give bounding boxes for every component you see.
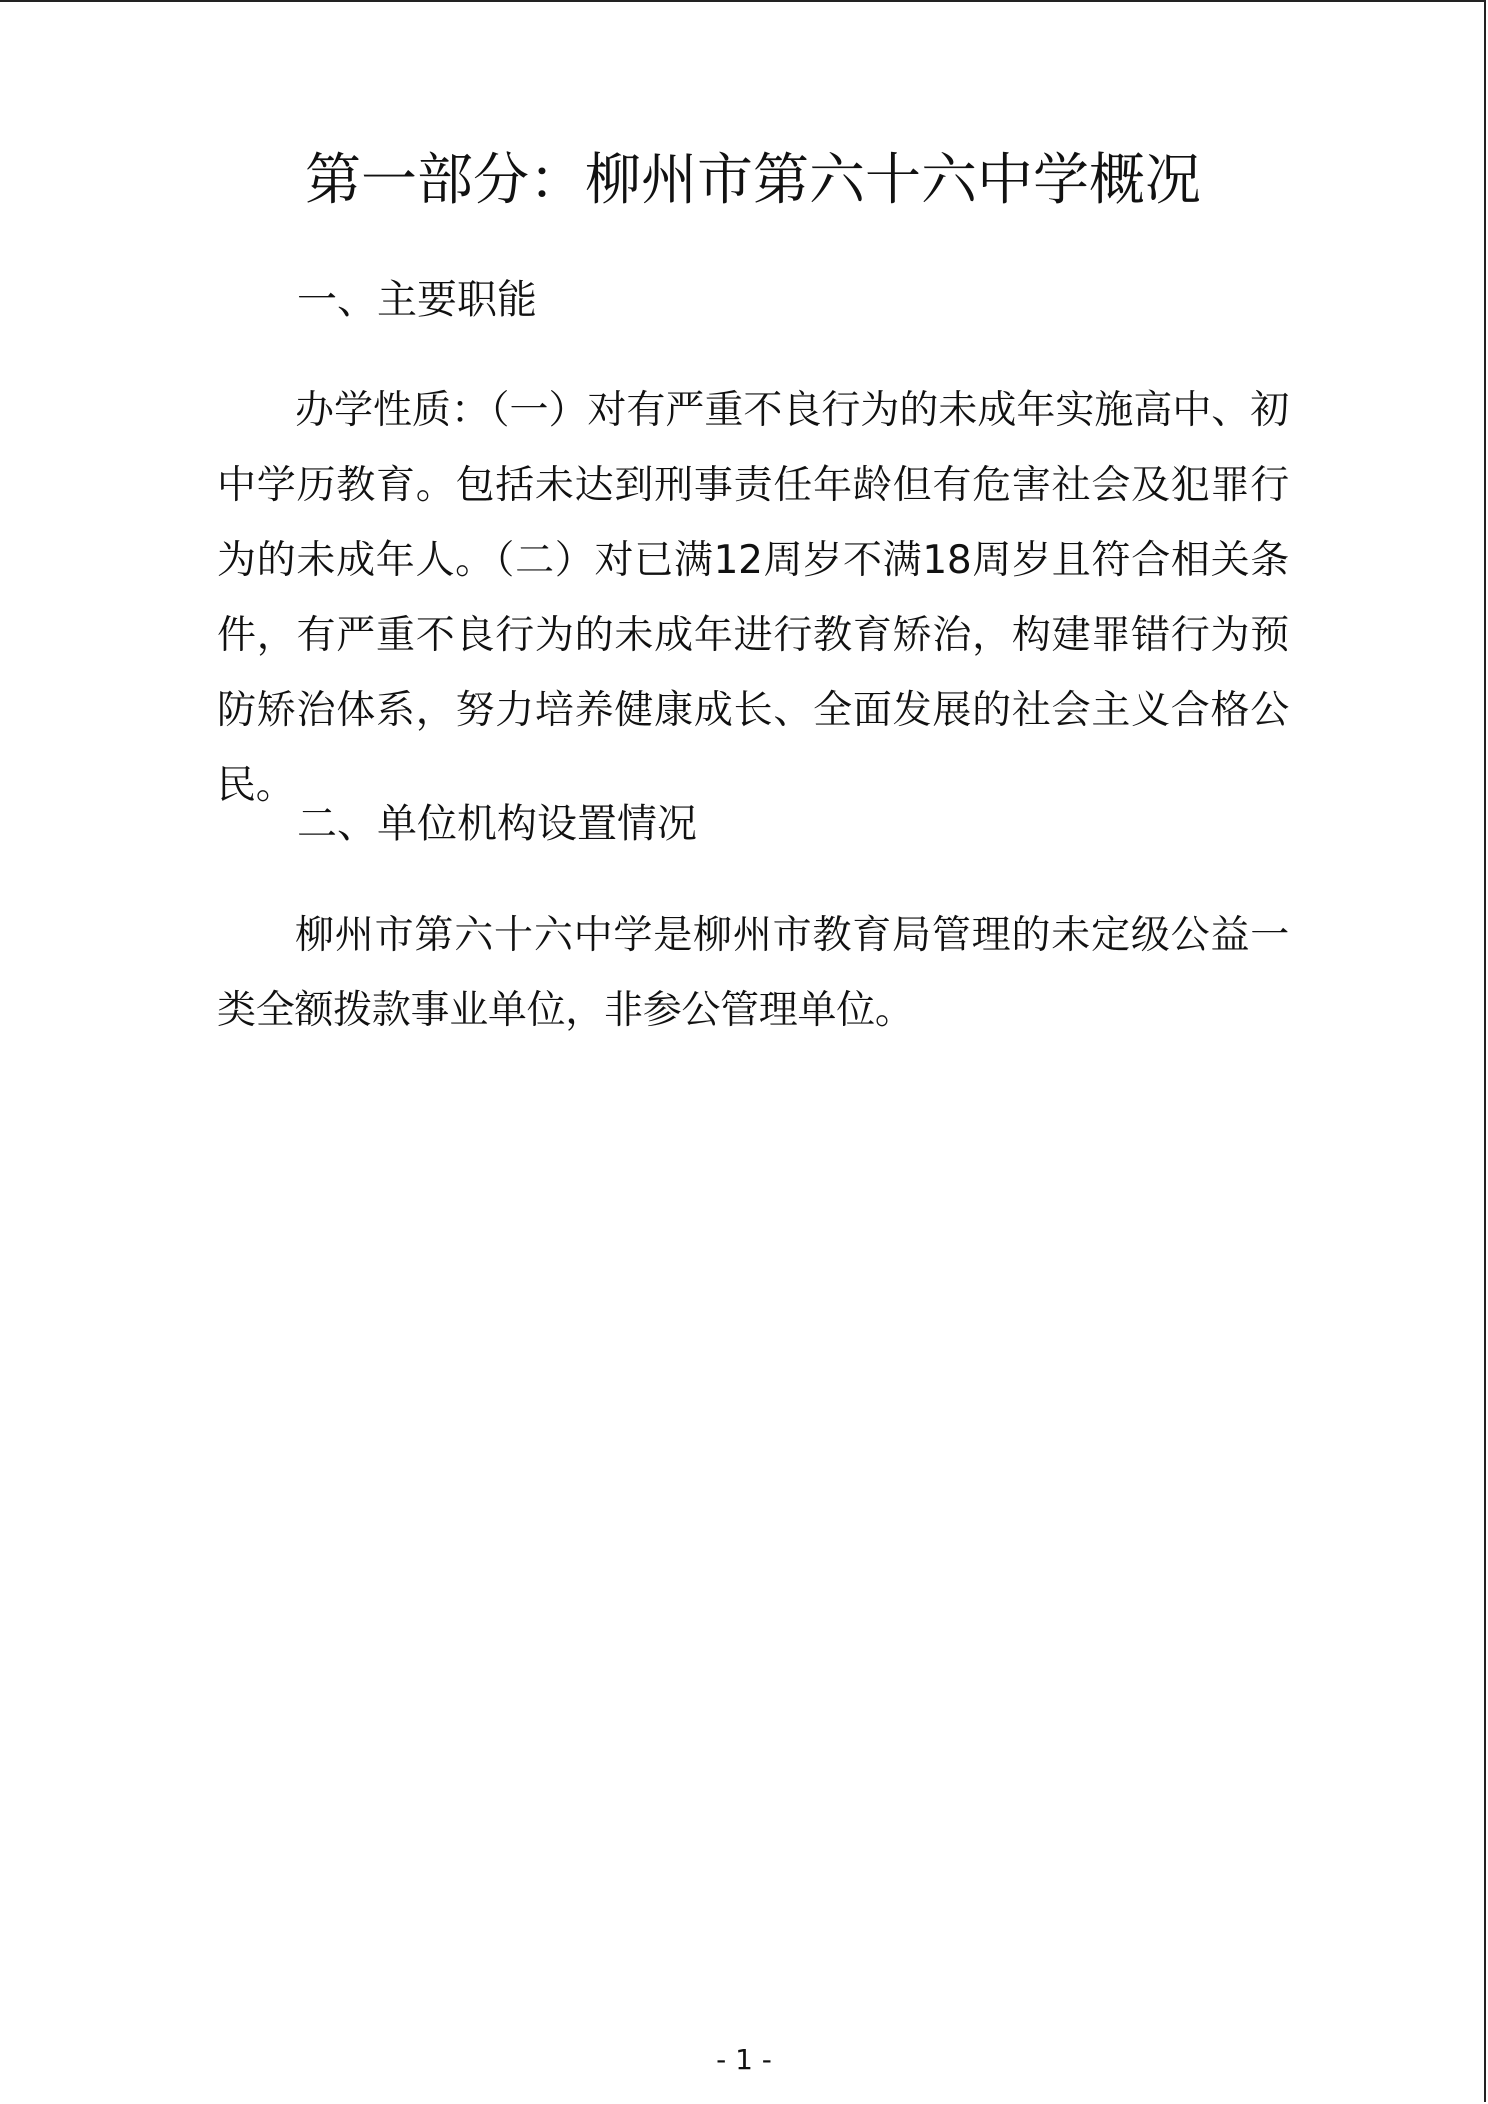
page-title: 第一部分：柳州市第六十六中学概况 <box>305 148 1201 213</box>
page-number: - 1 - <box>716 2043 772 2076</box>
paragraph-organization: 柳州市第六十六中学是柳州市教育局管理的未定级公益一类全额拨款事业单位，非参公管理单位。 <box>217 913 1289 1033</box>
paragraph-main-functions: 办学性质：（一）对有严重不良行为的未成年实施高中、初中学历教育。包括未达到刑事责任年龄但有危害社会及犯罪行为的未成年人。（二）对已满12周岁不满18周岁且符合相关条件，有严重不良行为的未成年进行教育矫治，构建罪错行为预防矫治体系，努力培养健康成长、全面发展的社会主义合格公民。 <box>217 388 1289 808</box>
section-heading-main-functions: 一、主要职能 <box>297 277 537 323</box>
section-heading-organization: 二、单位机构设置情况 <box>297 801 697 847</box>
